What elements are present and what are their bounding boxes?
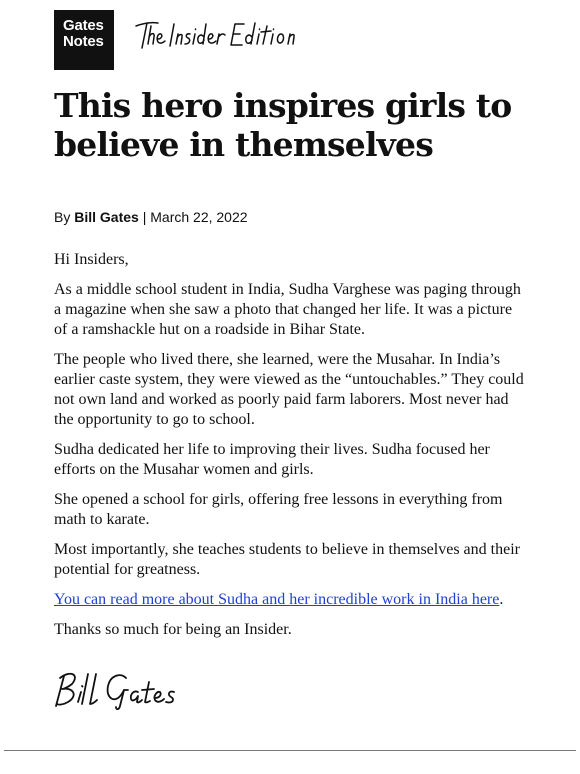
publish-date: March 22, 2022 xyxy=(150,209,248,225)
logo-line-1: Gates xyxy=(63,17,104,34)
byline xyxy=(54,208,248,226)
handwritten-signature xyxy=(54,668,214,717)
article-body xyxy=(54,250,524,650)
paragraph-4: She opened a school for girls, offering free lessons in everything from math to karate. xyxy=(54,491,503,528)
email-header xyxy=(54,10,314,70)
greeting: Hi Insiders, xyxy=(54,251,129,268)
read-more-link[interactable]: You can read more about Sudha and her incredible work in India here xyxy=(54,591,500,608)
gates-notes-logo[interactable] xyxy=(54,10,114,70)
insider-edition-wordmark xyxy=(134,18,314,57)
paragraph-2: The people who lived there, she learned, were the Musahar. In India’s earlier caste system, they were viewed as the “untouchables.” They could not own land and worked as poorly paid farm laborers. Most never had the opportunity to go to school. xyxy=(54,351,524,428)
link-suffix: . xyxy=(499,591,504,608)
article-title: This hero inspires girls to believe in themselves xyxy=(54,86,512,164)
byline-separator: | xyxy=(138,209,151,225)
closing-line: Thanks so much for being an Insider. xyxy=(54,621,292,638)
author-name[interactable]: Bill Gates xyxy=(74,209,139,225)
paragraph-1: As a middle school student in India, Sudha Varghese was paging through a magazine when she saw a photo that changed her life. It was a picture of a ramshackle hut on a roadside in Bihar State. xyxy=(54,281,521,338)
paragraph-5: Most importantly, she teaches students to believe in themselves and their potential for greatness. xyxy=(54,541,520,578)
read-more-paragraph xyxy=(54,590,524,610)
byline-prefix: By xyxy=(54,209,75,225)
logo-line-2: Notes xyxy=(63,33,104,50)
paragraph-3: Sudha dedicated her life to improving their lives. Sudha focused her efforts on the Musahar women and girls. xyxy=(54,441,490,478)
footer-divider xyxy=(4,750,576,751)
